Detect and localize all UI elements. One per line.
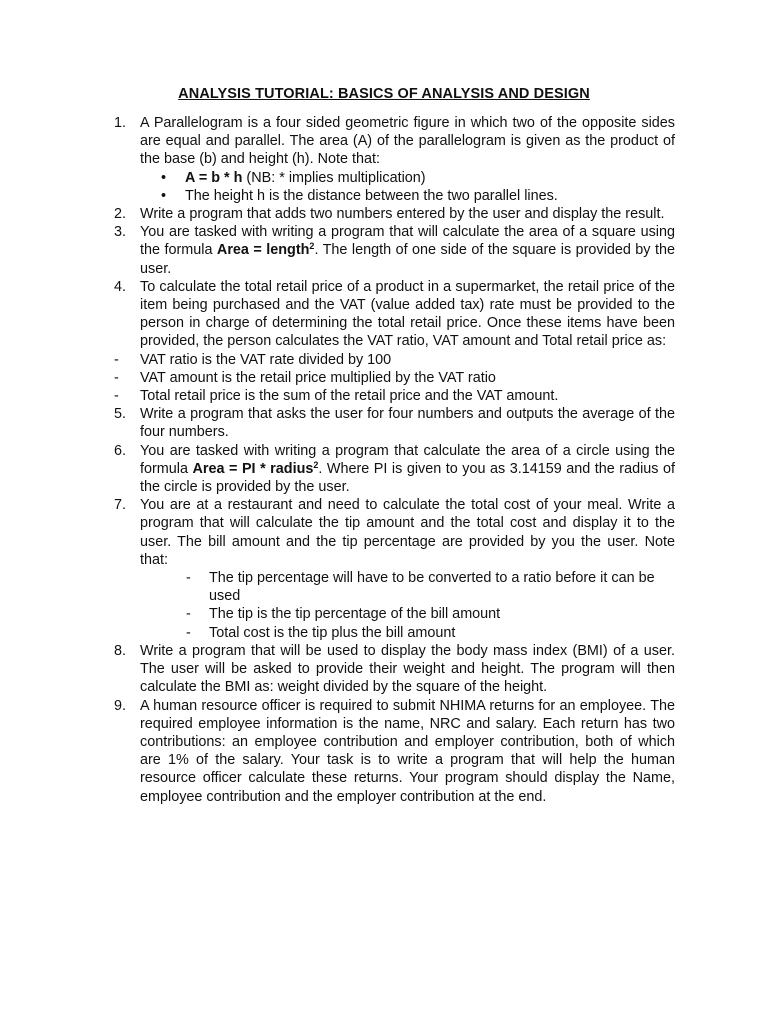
question-text: A Parallelogram is a four sided geometric figure in which two of the opposite sides are equal and parallel. The area (A) of the parallelogram is given as the product of the base (b) and height (h). Note that: xyxy=(140,115,675,168)
question-list xyxy=(114,114,676,806)
dash-icon: - xyxy=(186,606,191,623)
formula-text: Area = PI * radius xyxy=(192,460,314,477)
list-item-text: The height h is the distance between the two parallel lines. xyxy=(185,187,558,204)
question-3 xyxy=(114,223,675,278)
bullet-icon: • xyxy=(161,169,167,186)
question-9 xyxy=(114,697,675,806)
question-number: 4. xyxy=(114,278,127,295)
list-item xyxy=(184,605,675,623)
question-text: You are at a restaurant and need to calculate the total cost of your meal. Write a program that will calculate the tip amount and the total cost and display it to the user. The bill amount and the tip percentage are provided by you the user. Note that: xyxy=(140,497,675,568)
question-text: Write a program that asks the user for four numbers and outputs the average of the four numbers. xyxy=(140,406,675,441)
question-number: 2. xyxy=(114,206,127,223)
formula-text: A = b * h xyxy=(185,169,243,186)
question-text: You are tasked with writing a program that will calculate the area of a square using the formula xyxy=(140,224,675,259)
list-item-text: VAT ratio is the VAT rate divided by 100 xyxy=(140,351,392,368)
question-8 xyxy=(114,642,675,697)
list-item xyxy=(140,187,675,205)
list-item xyxy=(114,351,675,369)
question-text: A human resource officer is required to submit NHIMA returns for an employee. The required employee information is the name, NRC and salary. Each return has two contributions: an employee contribution and employer contribution, both of which are 1% of the salary. Your task is to write a program that will help the human resource officer calculate these returns. Your program should display the Name, employee contribution and the employer contribution at the end. xyxy=(140,697,675,805)
question-4 xyxy=(114,278,675,405)
list-item-text: Total retail price is the sum of the retail price and the VAT amount. xyxy=(140,388,559,405)
dash-list xyxy=(114,351,675,406)
list-item xyxy=(114,387,675,405)
list-item-text: The tip is the tip percentage of the bill amount xyxy=(209,606,501,623)
formula-text: Area = length xyxy=(216,242,310,259)
question-5 xyxy=(114,405,675,441)
question-text-end: . The length of one side of the square is provided by the user. xyxy=(140,242,675,277)
question-number: 5. xyxy=(114,406,127,423)
dash-icon: - xyxy=(186,570,191,587)
list-item-text: Total cost is the tip plus the bill amount xyxy=(209,624,456,641)
question-text: You are tasked with writing a program that calculate the area of a circle using the formula xyxy=(140,442,675,477)
question-2 xyxy=(114,205,675,223)
dash-icon: - xyxy=(114,351,119,368)
question-6 xyxy=(114,442,676,497)
question-text: Write a program that will be used to display the body mass index (BMI) of a user. The user will be asked to provide their weight and height. The program will then calculate the BMI as: weight divided by the square of the height. xyxy=(140,642,675,696)
question-number: 3. xyxy=(114,224,127,241)
list-item-text: The tip percentage will have to be converted to a ratio before it can be used xyxy=(209,570,655,605)
question-number: 6. xyxy=(114,442,127,459)
question-text-end: . Where PI is given to you as 3.14159 and the radius of the circle is provided by the user. xyxy=(140,460,676,496)
question-7 xyxy=(114,496,675,642)
question-number: 8. xyxy=(114,642,127,659)
note-text: (NB: * implies multiplication) xyxy=(242,169,426,186)
question-1 xyxy=(114,114,675,205)
dash-icon: - xyxy=(114,369,119,386)
dash-icon: - xyxy=(186,624,191,641)
question-number: 1. xyxy=(114,115,127,131)
question-text: Write a program that adds two numbers entered by the user and display the result. xyxy=(140,206,665,223)
list-item xyxy=(140,169,675,187)
dash-list xyxy=(184,569,675,642)
question-number: 9. xyxy=(114,697,127,714)
bullet-list xyxy=(140,169,675,205)
question-text: To calculate the total retail price of a product in a supermarket, the retail price of the item being purchased and the VAT (value added tax) rate must be provided to the person in charge of determining the total retail price. Once these items have been provided, the person calculates the VAT ratio, VAT amount and Total retail price as: xyxy=(140,278,675,350)
page-title: ANALYSIS TUTORIAL: BASICS OF ANALYSIS AND DESIGN xyxy=(178,86,590,102)
exponent: 2 xyxy=(309,241,315,252)
list-item xyxy=(114,369,675,387)
dash-icon: - xyxy=(114,388,119,405)
list-item xyxy=(184,569,675,605)
exponent: 2 xyxy=(313,459,319,470)
question-number: 7. xyxy=(114,497,127,514)
list-item xyxy=(184,624,675,642)
list-item-text: VAT amount is the retail price multiplied by the VAT ratio xyxy=(140,369,496,386)
bullet-icon: • xyxy=(161,187,167,204)
